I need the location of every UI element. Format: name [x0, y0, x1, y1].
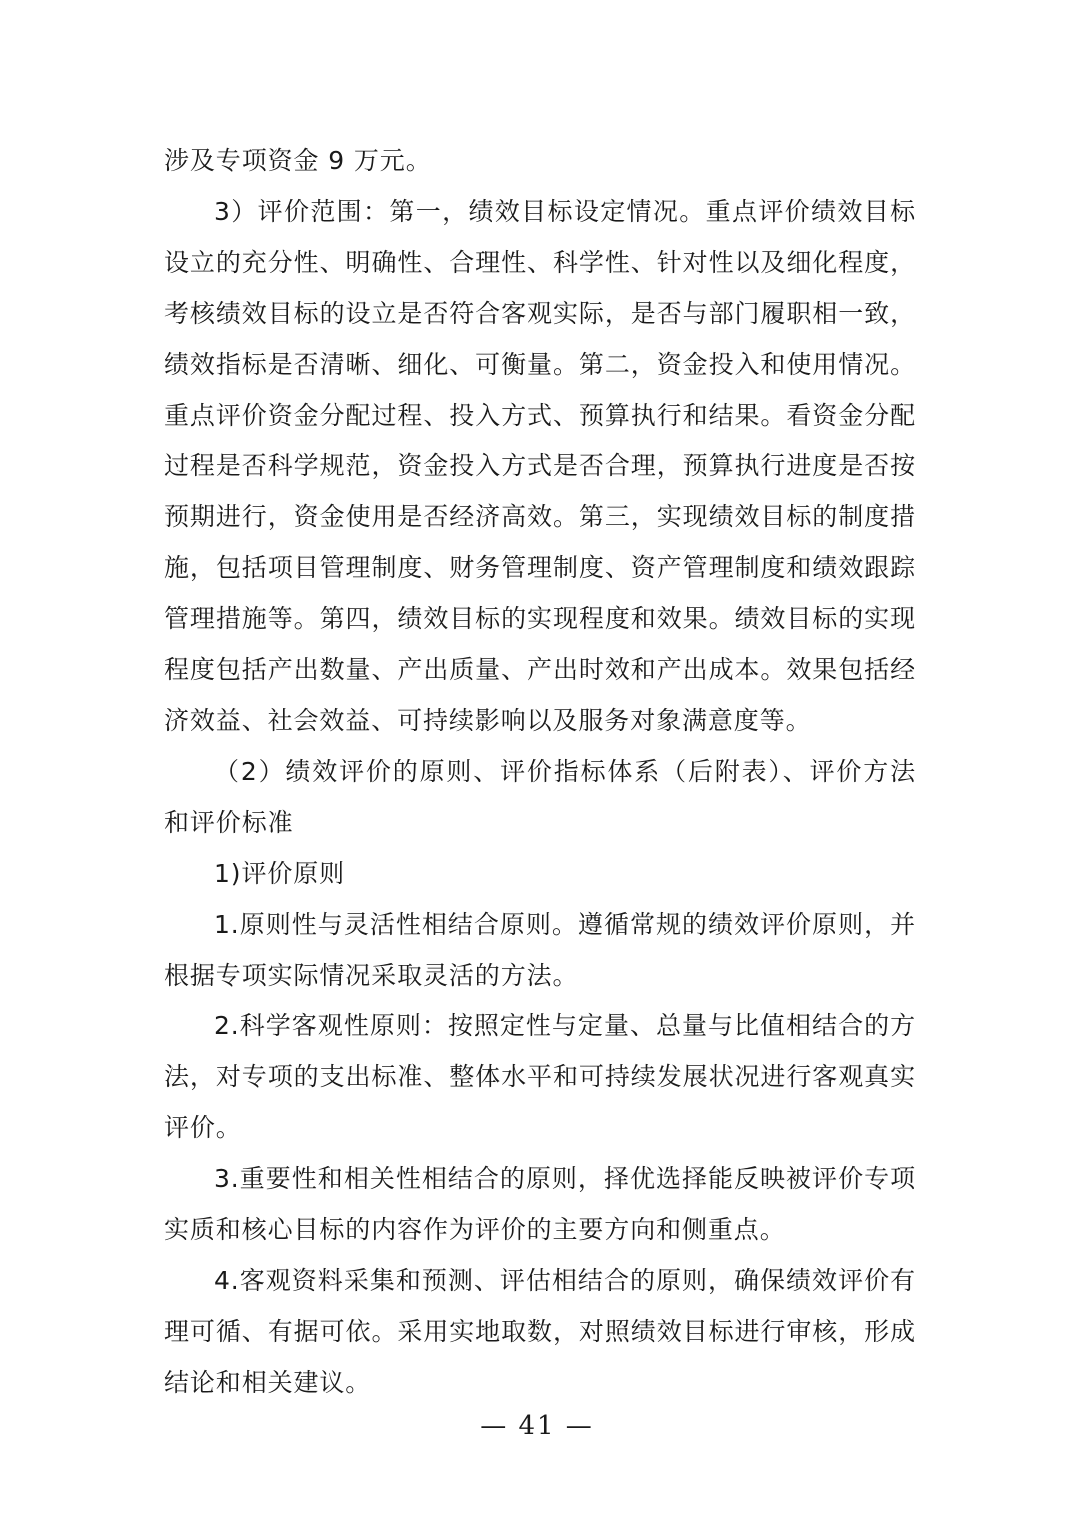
paragraph-principle-4: 4.客观资料采集和预测、评估相结合的原则，确保绩效评价有理可循、有据可依。采用实地取数，对照绩效目标进行审核，形成结论和相关建议。 — [164, 1265, 916, 1397]
paragraph-funding-amount: 涉及专项资金 9 万元。 — [164, 146, 432, 175]
paragraph-principles-heading: 1)评价原则 — [214, 858, 346, 888]
page-number: — 41 — — [480, 1411, 594, 1441]
paragraph-principle-1: 1.原则性与灵活性相结合原则。遵循常规的绩效评价原则，并根据专项实际情况采取灵活的方法。 — [164, 909, 916, 990]
paragraph-principle-2: 2.科学客观性原则：按照定性与定量、总量与比值相结合的方法，对专项的支出标准、整体水平和可持续发展状况进行客观真实评价。 — [164, 1011, 916, 1143]
paragraph-section-heading: （2）绩效评价的原则、评价指标体系（后附表）、评价方法和评价标准 — [164, 756, 916, 837]
paragraph-principle-3: 3.重要性和相关性相结合的原则，择优选择能反映被评价专项实质和核心目标的内容作为评价的主要方向和侧重点。 — [164, 1164, 916, 1245]
document-body — [164, 136, 916, 1409]
paragraph-evaluation-scope: 3）评价范围：第一，绩效目标设定情况。重点评价绩效目标设立的充分性、明确性、合理性、科学性、针对性以及细化程度，考核绩效目标的设立是否符合客观实际，是否与部门履职相一致，绩效指标是否清晰、细化、可衡量。第二，资金投入和使用情况。重点评价资金分配过程、投入方式、预算执行和结果。看资金分配过程是否科学规范，资金投入方式是否合理，预算执行进度是否按预期进行，资金使用是否经济高效。第三，实现绩效目标的制度措施，包括项目管理制度、财务管理制度、资产管理制度和绩效跟踪管理措施等。第四，绩效目标的实现程度和效果。绩效目标的实现程度包括产出数量、产出质量、产出时效和产出成本。效果包括经济效益、社会效益、可持续影响以及服务对象满意度等。 — [164, 196, 916, 735]
